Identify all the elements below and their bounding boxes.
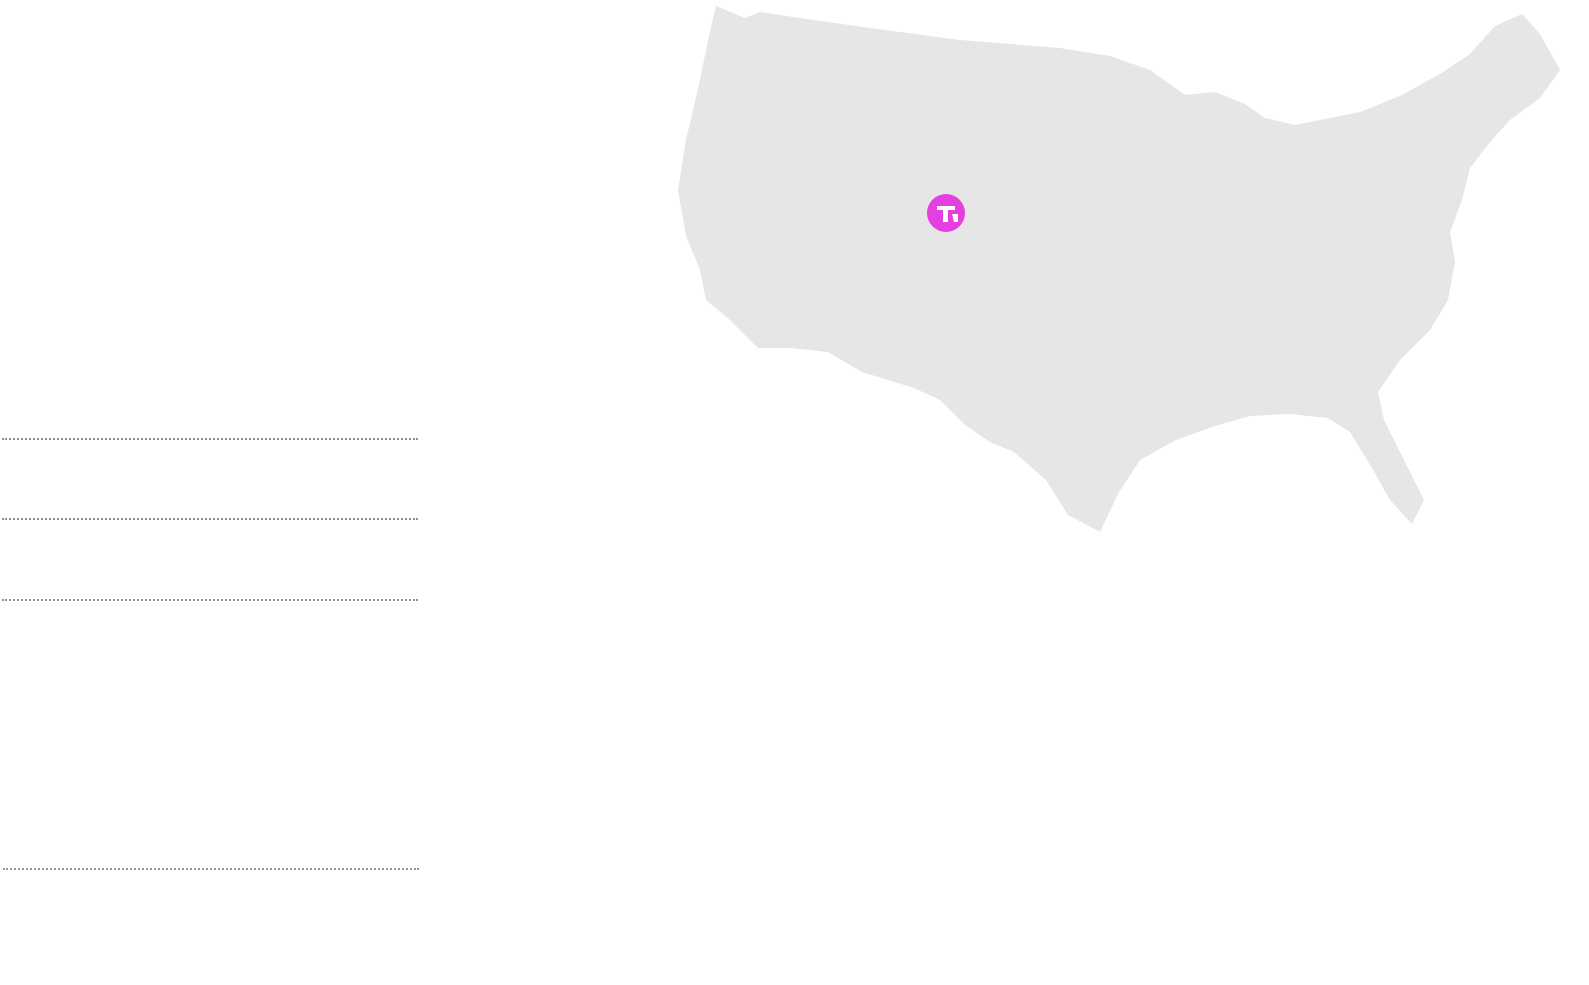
divider: [2, 518, 418, 520]
us-flight-map: [666, 0, 1589, 545]
divider: [2, 599, 418, 601]
divider: [3, 868, 419, 870]
airport-hub-icon: [927, 194, 965, 232]
us-land-shape: [678, 6, 1560, 532]
divider: [2, 438, 418, 440]
